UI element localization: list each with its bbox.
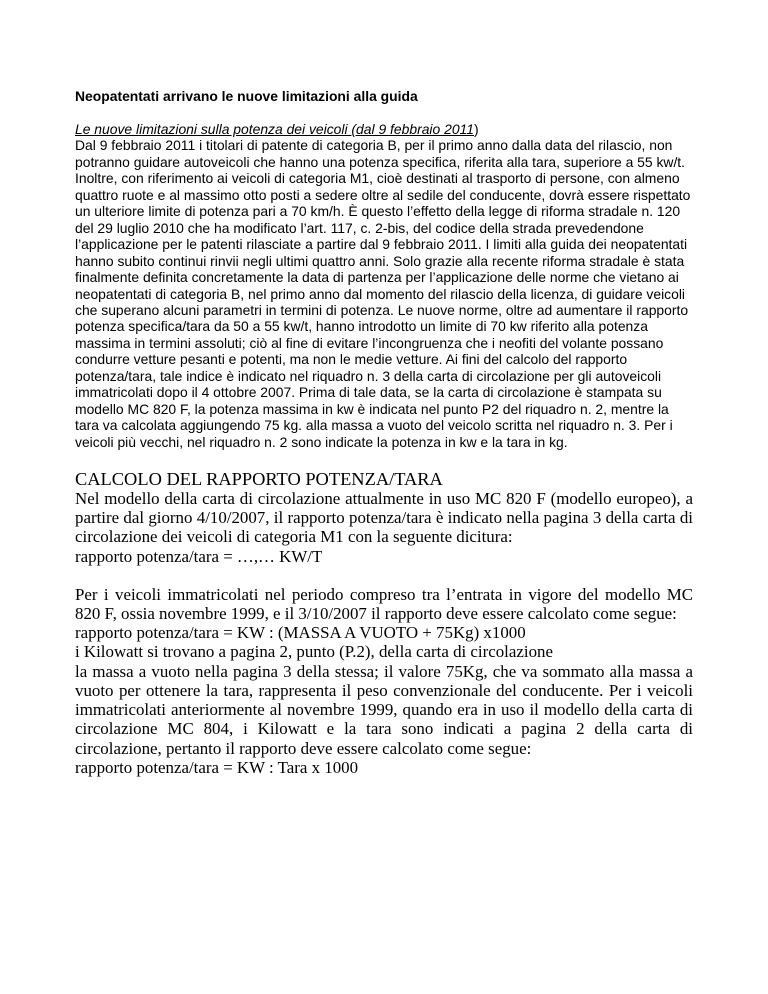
section-heading: CALCOLO DEL RAPPORTO POTENZA/TARA: [75, 469, 443, 490]
formula-current: rapporto potenza/tara = …,… KW/T: [75, 546, 323, 566]
document-title: Neopatentati arrivano le nuove limitazioni alla guida: [75, 88, 418, 104]
document-page: [75, 88, 693, 777]
paragraph-mass-and-old-model: la massa a vuoto nella pagina 3 della stessa; il valore 75Kg, che va sommato alla massa a vuoto per ottenere la tara, rappresenta il peso convenzionale del conducente. Per i veicoli immatricolati anteriormente al novembre 1999, quando era in uso il modello della carta di circolazione MC 804, i Kilowatt e la tara sono indicati a pagina 2 della carta di circolazione, pertanto il rapporto deve essere calcolato come segue:: [75, 661, 693, 758]
subtitle-tail: ): [473, 121, 479, 137]
paragraph-kilowatt-line: i Kilowatt si trovano a pagina 2, punto (P.2), della carta di circolazione: [75, 642, 553, 662]
intro-paragraph: Dal 9 febbraio 2011 i titolari di patente di categoria B, per il primo anno dalla data del rilascio, non potranno guidare autoveicoli che hanno una potenza specifica, riferita alla tara, superiore a 55 kw/t. Inoltre, con riferimento ai veicoli di categoria M1, cioè destinati al trasporto di persone, con almeno quattro ruote e al massimo otto posti a sedere oltre al sedile del conducente, dovrà essere rispettato un ulteriore limite di potenza pari a 70 km/h. È questo l’effetto della legge di riforma stradale n. 120 del 29 luglio 2010 che ha modificato l’art. 117, c. 2-bis, del codice della strada prevedendone l’applicazione per le patenti rilasciate a partire dal 9 febbraio 2011. I limiti alla guida dei neopatentati hanno subito continui rinvii negli ultimi quattro anni. Solo grazie alla recente riforma stradale è stata finalmente definita concretamente la data di partenza per l’applicazione delle norme che vietano ai neopatentati di categoria B, nel primo anno dal momento del rilascio della licenza, di guidare veicoli che superano alcuni parametri in termini di potenza. Le nuove norme, oltre ad aumentare il rapporto potenza specifica/tara da 50 a 55 kw/t, hanno introdotto un limite di 70 kw riferito alla potenza massima in termini assoluti; ciò al fine di evitare l’incongruenza che i neofiti del volante possano condurre vetture pesanti e potenti, ma non le medie vetture. Ai fini del calcolo del rapporto potenza/tara, tale indice è indicato nel riquadro n. 3 della carta di circolazione per gli autoveicoli immatricolati dopo il 4 ottobre 2007. Prima di tale data, se la carta di circolazione è stampata su modello MC 820 F, la potenza massima in kw è indicata nel punto P2 del riquadro n. 2, mentre la tara va calcolata aggiungendo 75 kg. alla massa a vuoto del veicolo scritta nel riquadro n. 3. Per i veicoli più vecchi, nel riquadro n. 2 sono indicate la potenza in kw e la tara in kg.: [75, 137, 691, 450]
subtitle-line: [75, 121, 693, 137]
paragraph-model-mc820f: Nel modello della carta di circolazione attualmente in uso MC 820 F (modello europeo), a partire dal giorno 4/10/2007, il rapporto potenza/tara è indicato nella pagina 3 della carta di circolazione dei veicoli di categoria M1 con la seguente dicitura:: [75, 489, 693, 547]
paragraph-period-1999-2007: Per i veicoli immatricolati nel periodo compreso tra l’entrata in vigore del modello MC 820 F, ossia novembre 1999, e il 3/10/2007 il rapporto deve essere calcolato come segue:: [75, 584, 693, 624]
formula-mass: rapporto potenza/tara = KW : (MASSA A VUOTO + 75Kg) x1000: [75, 623, 526, 643]
formula-tara: rapporto potenza/tara = KW : Tara x 1000: [75, 757, 359, 777]
subtitle-text: Le nuove limitazioni sulla potenza dei veicoli (dal 9 febbraio 2011: [75, 121, 474, 137]
